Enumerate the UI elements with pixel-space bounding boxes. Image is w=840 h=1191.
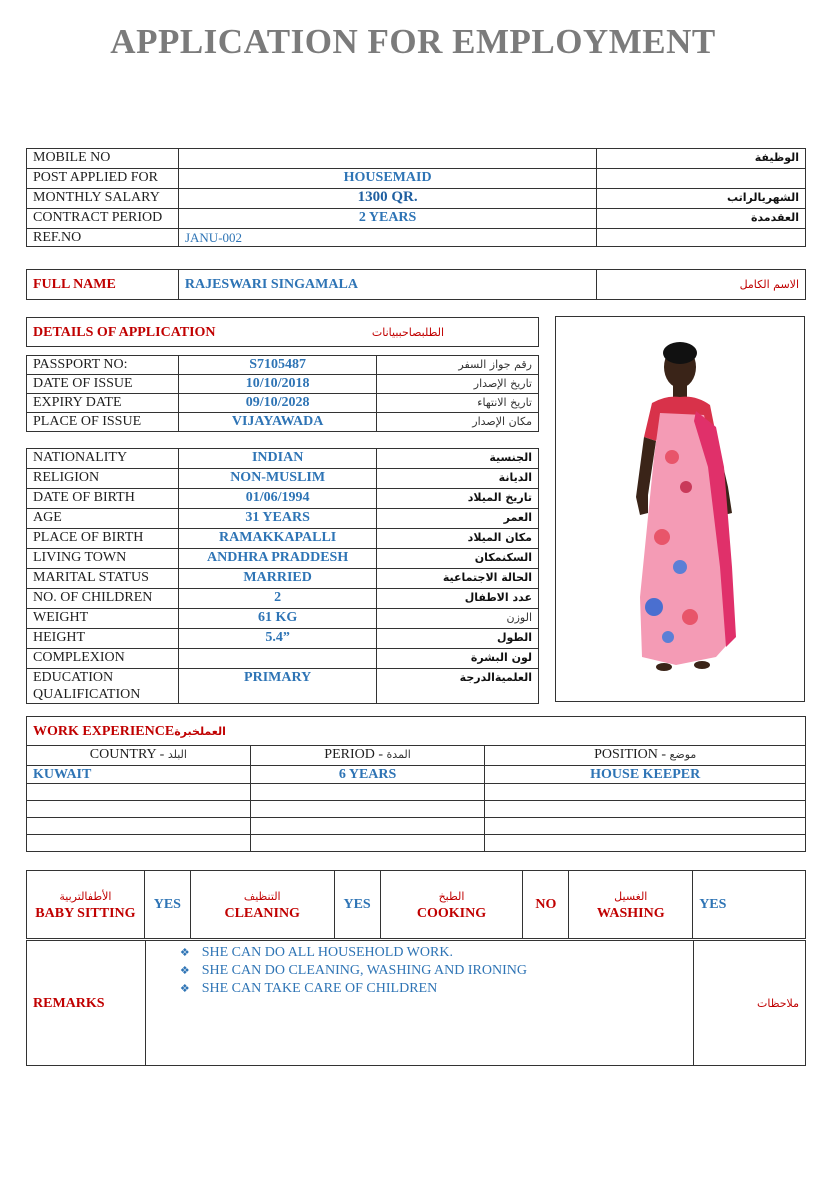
ref-label: REF.NO [27,229,179,247]
issue-date-label: DATE OF ISSUE [27,375,179,394]
nationality-arabic: الجنسية [377,449,539,469]
skill-cleaning-label: CLEANING [224,905,300,921]
skill-baby-sitting [27,871,145,939]
dob-arabic: تاريخ الميلاد [377,489,539,509]
skills-table [26,870,806,939]
dob-label: DATE OF BIRTH [27,489,179,509]
country-header [27,746,251,766]
expiry-date-arabic: تاريخ الانتهاء [377,394,539,413]
religion-label: RELIGION [27,469,179,489]
education-label: EDUCATION QUALIFICATION [27,669,179,704]
country-header-label: COUNTRY - [89,747,165,762]
list-item: ❖ SHE CAN TAKE CARE OF CHILDREN [180,980,687,998]
skill-washing-arabic: الغسيل [614,889,648,903]
remarks-label: REMARKS [27,941,146,1066]
details-label: DETAILS OF APPLICATION [27,318,366,347]
salary-value: 1300 QR. [178,189,596,209]
remarks-arabic: ملاحظات [694,941,806,1066]
place-issue-arabic: مكان الإصدار [377,413,539,432]
period-header [250,746,485,766]
passport-no-value: S7105487 [178,356,377,375]
skill-baby-sitting-label: BABY SITTING [35,905,136,921]
post-value: HOUSEMAID [178,169,596,189]
skill-washing [569,871,693,939]
details-header-table [26,317,539,347]
salary-arabic: الشهريالراتب [597,189,806,209]
work-experience-table [26,716,806,852]
work-position: HOUSE KEEPER [485,766,806,784]
complexion-arabic: لون البشرة [377,649,539,669]
issue-date-value: 10/10/2018 [178,375,377,394]
pob-label: PLACE OF BIRTH [27,529,179,549]
ref-arabic [597,229,806,247]
marital-label: MARITAL STATUS [27,569,179,589]
work-period: 6 YEARS [250,766,485,784]
period-header-arabic: المدة [386,748,411,761]
skill-cleaning-arabic: التنظيف [243,889,281,903]
fullname-table [26,269,806,300]
remarks-table [26,940,806,1066]
mobile-arabic: الوظيفة [597,149,806,169]
mobile-label: MOBILE NO [27,149,179,169]
mobile-value [178,149,596,169]
nationality-label: NATIONALITY [27,449,179,469]
living-town-label: LIVING TOWN [27,549,179,569]
age-label: AGE [27,509,179,529]
skill-baby-sitting-answer: YES [144,871,190,939]
children-arabic: عدد الاطفال [377,589,539,609]
applicant-photo [555,316,805,702]
work-title-label: WORK EXPERIENCE [33,723,175,739]
issue-date-arabic: تاريخ الإصدار [377,375,539,394]
age-value: 31 YEARS [178,509,377,529]
pob-arabic: مكان الميلاد [377,529,539,549]
work-country: KUWAIT [27,766,251,784]
passport-no-label: PASSPORT NO: [27,356,179,375]
place-issue-label: PLACE OF ISSUE [27,413,179,432]
expiry-date-value: 09/10/2028 [178,394,377,413]
contract-value: 2 YEARS [178,209,596,229]
height-value: 5.4” [178,629,377,649]
marital-arabic: الحالة الاجتماعية [377,569,539,589]
personal-table [26,448,539,704]
details-arabic: الطلبصاحببيانات [366,318,539,347]
ref-value: JANU-002 [178,229,596,247]
fullname-value: RAJESWARI SINGAMALA [178,270,596,300]
table-row [27,801,806,818]
passport-table [26,355,539,432]
position-header-arabic: موضع [669,748,697,761]
skill-cooking-arabic: الطبخ [438,889,465,903]
fullname-label: FULL NAME [27,270,179,300]
skill-washing-label: WASHING [596,905,665,921]
skill-cooking-answer: NO [523,871,569,939]
list-item: ❖ SHE CAN DO CLEANING, WASHING AND IRONING [180,962,687,980]
post-arabic [597,169,806,189]
salary-label: MONTHLY SALARY [27,189,179,209]
children-value: 2 [178,589,377,609]
nationality-value: INDIAN [178,449,377,469]
marital-value: MARRIED [178,569,377,589]
living-town-value: ANDHRA PRADDESH [178,549,377,569]
list-item: ❖ SHE CAN DO ALL HOUSEHOLD WORK. [180,944,687,962]
contract-arabic: العقدمدة [597,209,806,229]
weight-arabic: الوزن [377,609,539,629]
remarks-list [152,944,687,998]
age-arabic: العمر [377,509,539,529]
work-title-arabic: العملخبرة [174,724,226,738]
remarks-content [145,941,693,1066]
position-header [485,746,806,766]
religion-value: NON-MUSLIM [178,469,377,489]
complexion-label: COMPLEXION [27,649,179,669]
skill-cleaning-answer: YES [334,871,380,939]
height-arabic: الطول [377,629,539,649]
pob-value: RAMAKKAPALLI [178,529,377,549]
contract-label: CONTRACT PERIOD [27,209,179,229]
height-label: HEIGHT [27,629,179,649]
table-row [27,835,806,852]
education-value: PRIMARY [178,669,377,704]
page-title: APPLICATION FOR EMPLOYMENT [110,22,716,61]
children-label: NO. OF CHILDREN [27,589,179,609]
top-info-table [26,148,806,247]
weight-label: WEIGHT [27,609,179,629]
position-header-label: POSITION - [594,747,667,762]
expiry-date-label: EXPIRY DATE [27,394,179,413]
place-issue-value: VIJAYAWADA [178,413,377,432]
dob-value: 01/06/1994 [178,489,377,509]
skill-cleaning [190,871,334,939]
education-arabic: العلميةالدرجة [377,669,539,704]
living-town-arabic: السكنمكان [377,549,539,569]
skill-baby-sitting-arabic: الأطفالتربية [59,889,112,903]
post-label: POST APPLIED FOR [27,169,179,189]
skill-washing-answer: YES [693,871,806,939]
work-title [27,717,806,746]
fullname-arabic: الاسم الكامل [597,270,806,300]
table-row [27,818,806,835]
weight-value: 61 KG [178,609,377,629]
skill-cooking [380,871,523,939]
complexion-value [178,649,377,669]
religion-arabic: الديانة [377,469,539,489]
period-header-label: PERIOD - [324,747,384,762]
skill-cooking-label: COOKING [416,905,487,921]
table-row [27,784,806,801]
country-header-arabic: البلد [167,748,187,761]
passport-no-arabic: رقم جواز السفر [377,356,539,375]
